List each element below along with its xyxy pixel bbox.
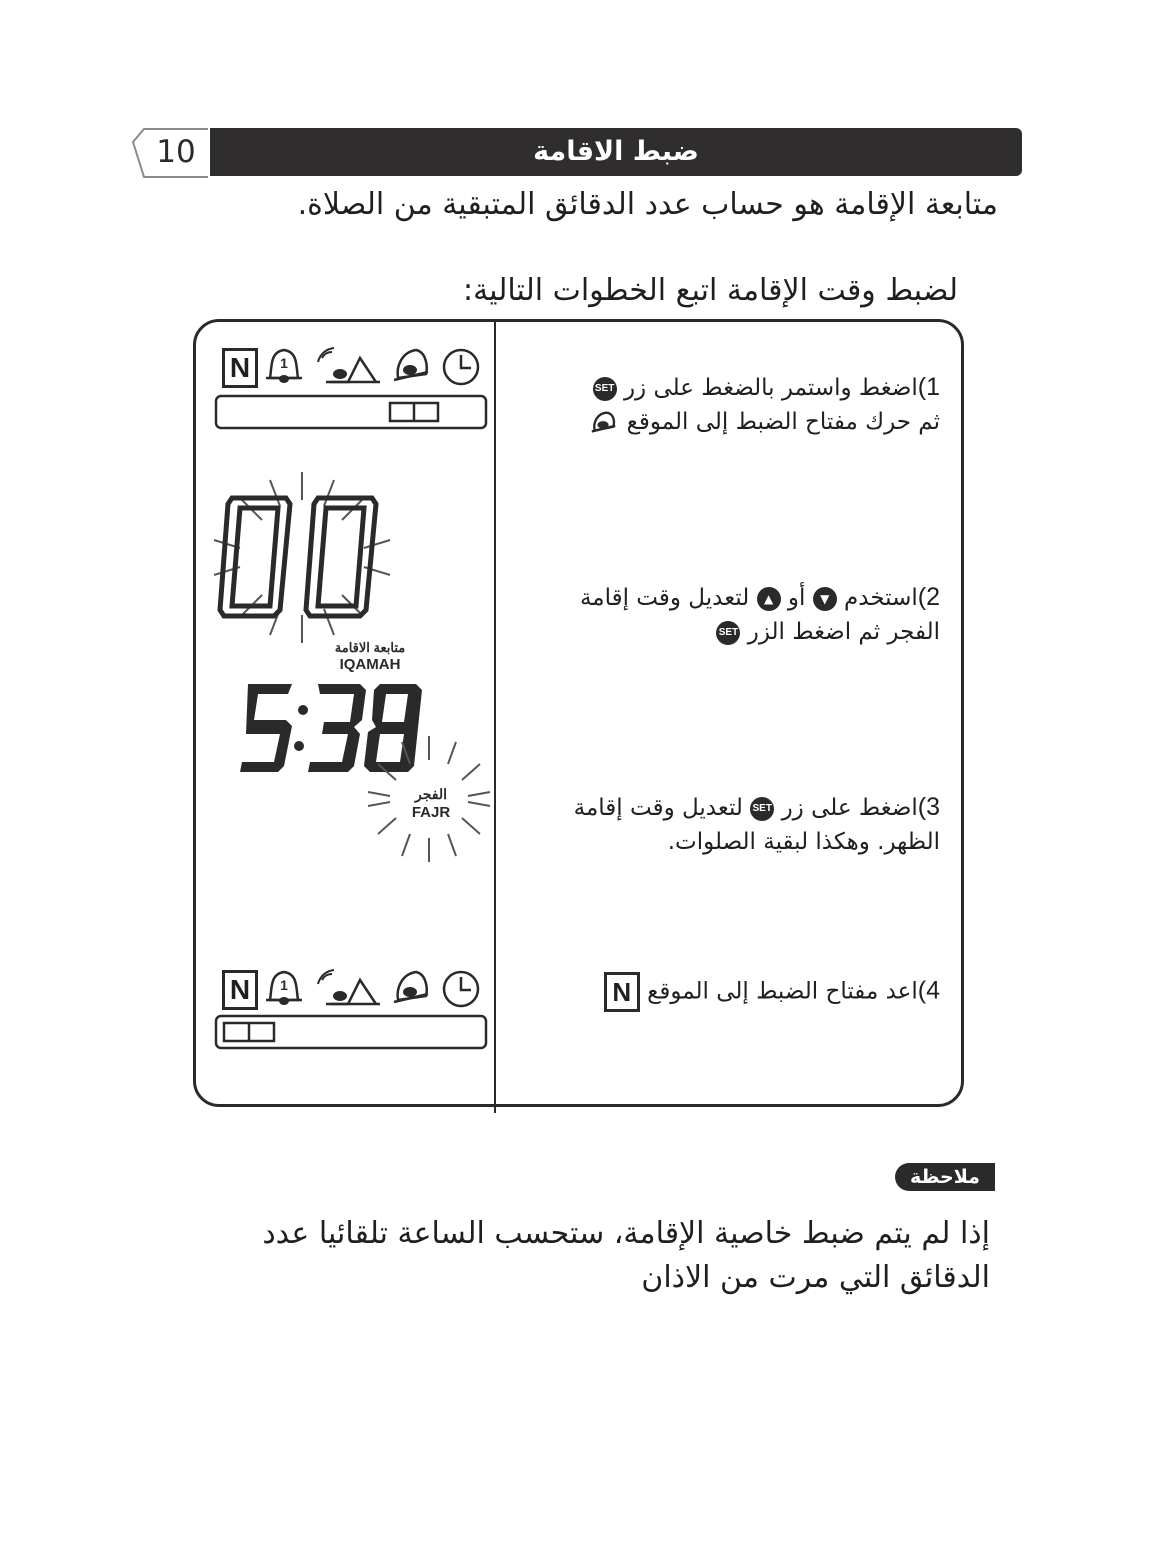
up-button-icon: ▲	[757, 587, 781, 611]
note-line-2: الدقائق التي مرت من الاذان	[641, 1260, 990, 1295]
iqamah-label-en: IQAMAH	[339, 656, 401, 673]
step-2-text-b: لتعديل وقت إقامة	[579, 585, 750, 611]
normal-position-icon: N	[604, 972, 640, 1012]
set-button-icon: SET	[716, 621, 740, 645]
mosque-adhan-icon	[316, 346, 384, 386]
step-3-text-2: الظهر. وهكذا لبقية الصلوات.	[667, 829, 940, 855]
prayer-label-ar: الفجر	[415, 786, 447, 802]
step-2	[520, 580, 940, 649]
step-4-text: اعد مفتاح الضبط إلى الموقع	[647, 978, 918, 1005]
step-3-number: 3)	[917, 793, 940, 821]
step-1-number: 1)	[917, 373, 940, 401]
clock-icon	[440, 968, 482, 1010]
note-label: ملاحظة	[910, 1166, 980, 1188]
prayer-label-en: FAJR	[411, 804, 451, 821]
down-button-icon: ▼	[813, 587, 837, 611]
step-3	[520, 790, 940, 859]
step-3-text-b: لتعديل وقت إقامة	[573, 795, 743, 821]
steps-heading: لضبط وقت الإقامة اتبع الخطوات التالية:	[462, 273, 958, 308]
svg-text:1: 1	[280, 977, 288, 993]
alarm-bell-icon	[262, 968, 306, 1008]
step-3-text: اضغط على زر	[781, 795, 918, 821]
mosque-adhan-icon	[316, 968, 384, 1008]
step-2-or: أو	[787, 585, 806, 611]
lcd-illustration	[200, 330, 490, 1100]
iqamah-bell-icon	[390, 346, 432, 386]
step-2-number: 2)	[917, 583, 940, 611]
svg-text:1: 1	[280, 355, 288, 371]
iqamah-bell-icon	[390, 968, 432, 1008]
set-button-icon: SET	[593, 377, 617, 401]
note-line-1: إذا لم يتم ضبط خاصية الإقامة، ستحسب الساعة تلقائيا عدد	[262, 1216, 990, 1251]
mode-slider-iqamah	[214, 394, 488, 432]
normal-mode-icon: N	[222, 970, 258, 1010]
page-number: 10	[156, 134, 196, 170]
page-title: ضبط الاقامة	[533, 136, 699, 167]
iqamah-minutes-display	[210, 470, 395, 645]
iqamah-label-ar: متابعة الاقامة	[334, 640, 406, 655]
step-2-text-2: الفجر ثم اضغط الزر	[747, 619, 940, 645]
iqamah-position-icon	[589, 408, 619, 438]
step-2-text: استخدم	[844, 585, 918, 611]
alarm-bell-icon	[262, 346, 306, 386]
box-divider	[494, 319, 496, 1113]
step-4-number: 4)	[917, 976, 940, 1005]
step-4	[520, 972, 940, 1012]
step-1	[520, 370, 940, 439]
step-1-text-2: ثم حرك مفتاح الضبط إلى الموقع	[626, 409, 940, 435]
intro-text: متابعة الإقامة هو حساب عدد الدقائق المتبقية من الصلاة.	[297, 187, 998, 222]
mode-slider-normal	[214, 1014, 488, 1052]
clock-icon	[440, 346, 482, 388]
note-text	[250, 1212, 990, 1300]
normal-mode-icon: N	[222, 348, 258, 388]
step-1-text: اضغط واستمر بالضغط على زر	[623, 375, 918, 401]
set-button-icon: SET	[750, 797, 774, 821]
